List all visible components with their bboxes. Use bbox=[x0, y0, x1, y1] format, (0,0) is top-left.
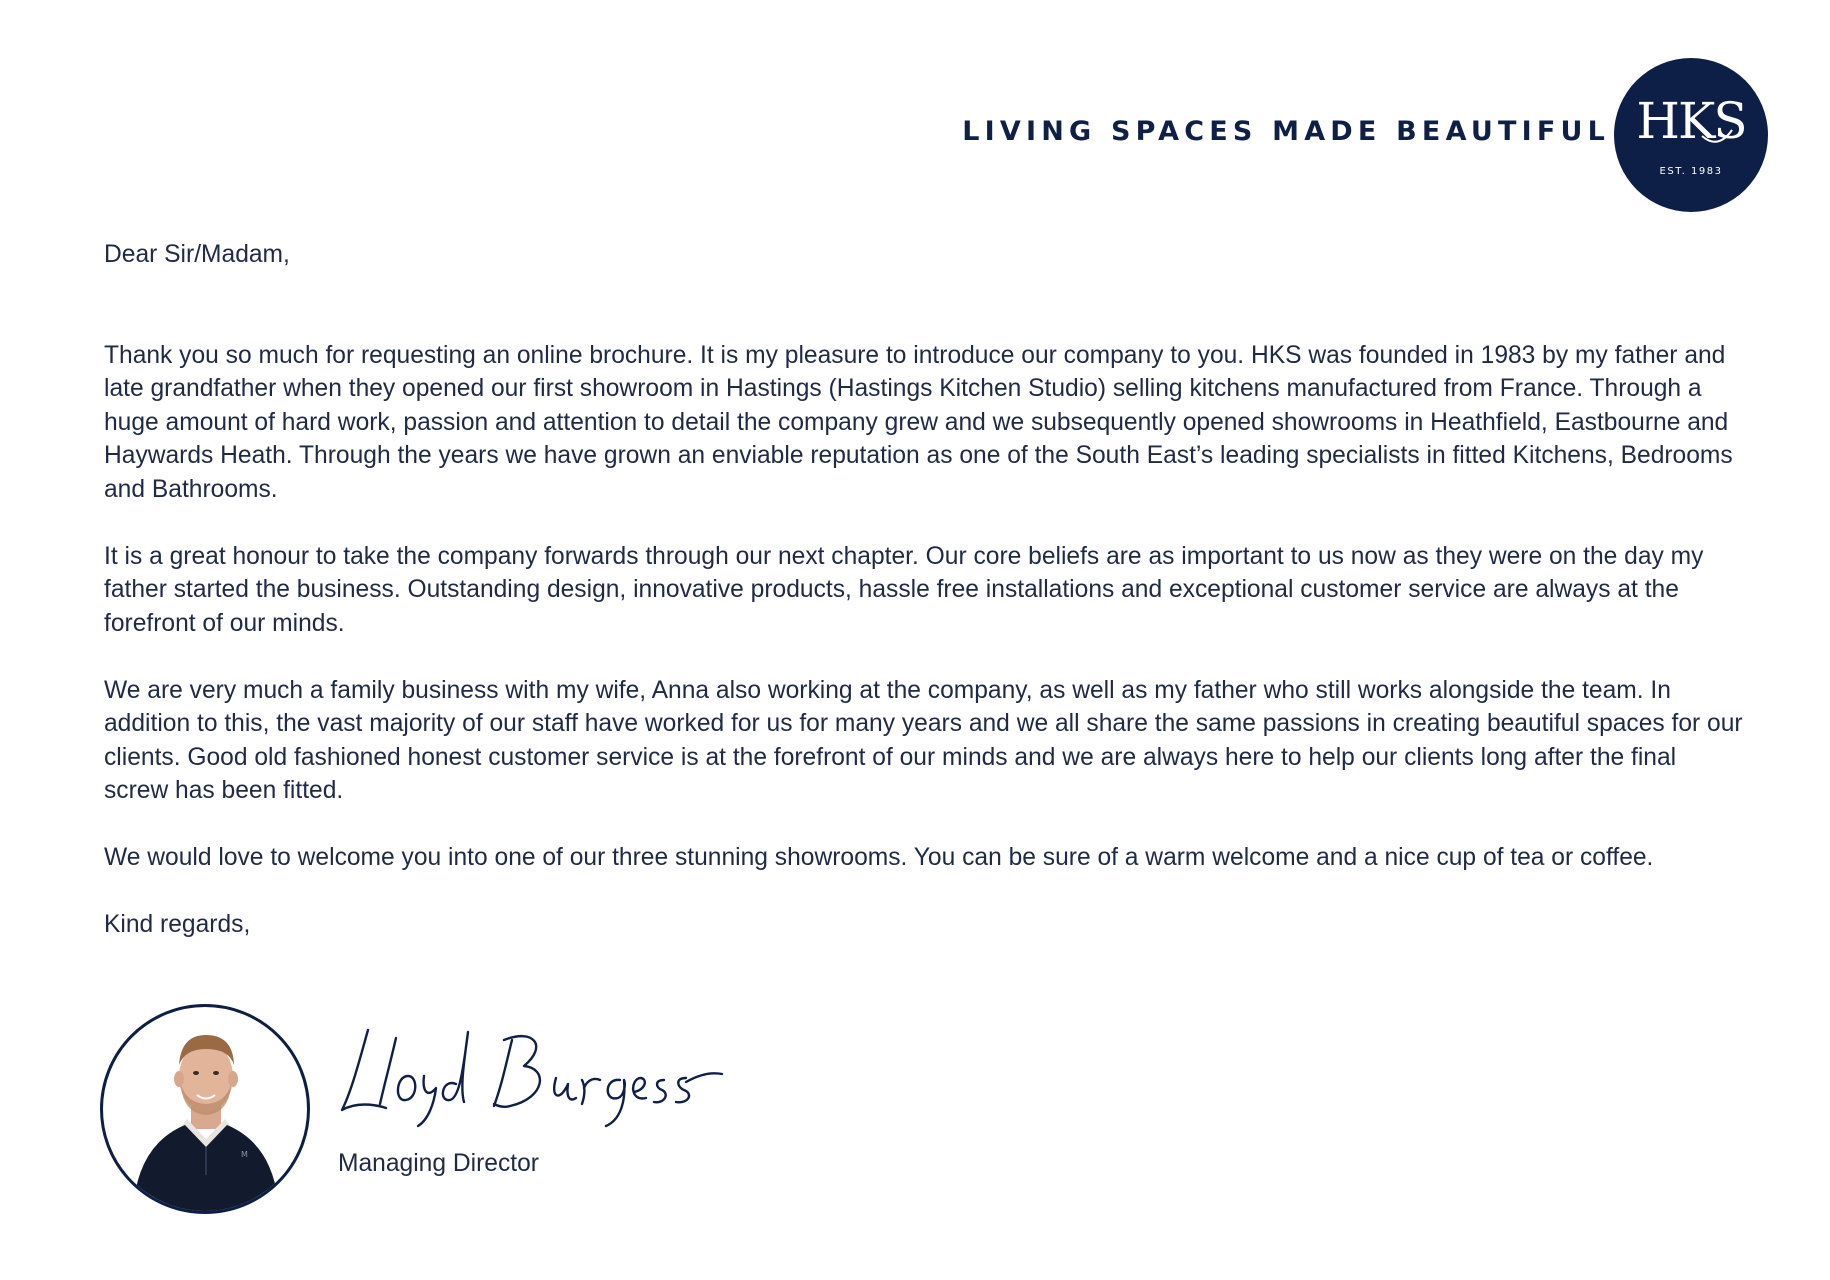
letter-paragraph: We would love to welcome you into one of our three stunning showrooms. You can be sure of a warm welcome and a nice cup of tea or coffee. bbox=[104, 844, 1654, 871]
portrait-illustration bbox=[103, 1007, 307, 1211]
signature bbox=[334, 1018, 734, 1133]
svg-text:M: M bbox=[241, 1150, 248, 1159]
signatory-title: Managing Director bbox=[338, 1150, 539, 1177]
hks-logo-mark bbox=[1614, 58, 1768, 212]
letter-paragraph: We are very much a family business with my wife, Anna also working at the company, as well as my father who still works alongside the team. In addition to this, the vast majority of our staff have worked for us for many years and we all share the same passions in creating beautiful spaces for our clients. Good old fashioned honest customer service is at the forefront of our minds and we are always here to help our clients long after the final screw has been fitted. bbox=[104, 676, 1743, 804]
logo-established: EST. 1983 bbox=[1659, 166, 1723, 177]
logo-letters: HKS bbox=[1636, 92, 1746, 150]
hks-logo bbox=[1614, 58, 1768, 212]
letter-greeting: Dear Sir/Madam, bbox=[104, 241, 290, 268]
letter-closing: Kind regards, bbox=[104, 911, 251, 938]
letter-paragraph: Thank you so much for requesting an online brochure. It is my pleasure to introduce our company to you. HKS was founded in 1983 by my father and late grandfather when they opened our first showroom in Hastings (Hastings Kitchen Studio) selling kitchens manufactured from France. Through a huge amount of hard work, passion and attention to detail the company grew and we subsequently opened showrooms in Heathfield, Eastbourne and Haywards Heath. Through the years we have grown an enviable reputation as one of the South East’s leading specialists in fitted Kitchens, Bedrooms and Bathrooms. bbox=[104, 341, 1733, 503]
handwritten-signature bbox=[334, 1018, 734, 1128]
letter-paragraph: It is a great honour to take the company forwards through our next chapter. Our core beliefs are as important to us now as they were on the day my father started the business. Outstanding design, innovative products, hassle free installations and exceptional customer service are always at the forefront of our minds. bbox=[104, 542, 1704, 637]
signatory-photo bbox=[100, 1004, 310, 1214]
header-tagline: LIVING SPACES MADE BEAUTIFUL bbox=[962, 116, 1610, 147]
letter-body bbox=[104, 238, 1744, 975]
